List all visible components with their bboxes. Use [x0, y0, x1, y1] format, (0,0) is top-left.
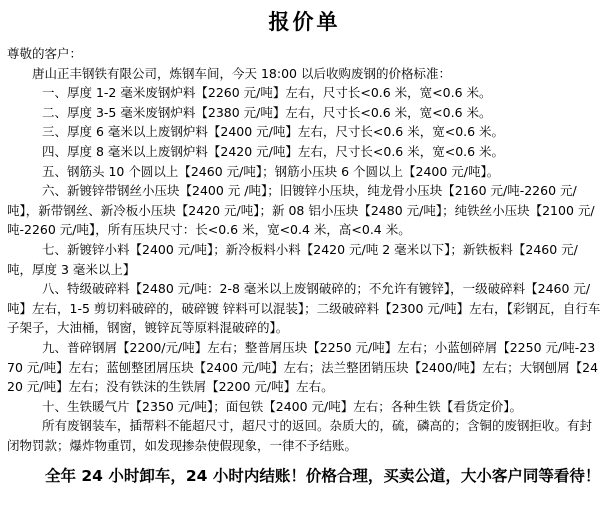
price-item-5: 五、钢筋头 10 个圆以上【2460 元/吨】；钢筋小压块 6 个圆以上【2400 元/吨】。	[42, 163, 500, 179]
document-title: 报价单	[268, 10, 341, 34]
price-item-7: 七、新镀锌小料【2400 元/吨】；新冷板料小料【2420 元/吨 2 毫米以下】；新铁板料【2460 元/吨，厚度 3 毫米以上】	[7, 241, 578, 277]
footer-slogan: 全年 24 小时卸车，24 小时内结账！价格合理，买卖公道，大小客户同等看待！	[45, 467, 601, 486]
price-item-8: 八、特级破碎料【2480 元/吨：2-8 毫米以上废钢破碎的；不允许有镀锌】，一级破碎料【2460 元/吨】左右，1-5 剪切料破碎的，破碎镀 锌料可以混装】；二级破碎料【2300 元/吨】左右，【彩钢瓦，自行车子架子，大油桶，钢窗，镀锌瓦等原料混破碎的】。	[7, 281, 601, 336]
price-item-10: 十、生铁暖气片【2350 元/吨】；面包铁【2400 元/吨】左右；各种生铁【看货定价】。	[42, 398, 522, 414]
price-item-2: 二、厚度 3-5 毫米废钢炉料【2380 元/吨】左右，尺寸长<0.6 米，宽<0.6 米。	[42, 104, 492, 120]
greeting: 尊敬的客户：	[7, 46, 83, 61]
price-item-4: 四、厚度 8 毫米以上废钢炉料【2420 元/吨】左右，尺寸长<0.6 米，宽<0.6 米。	[42, 143, 505, 159]
document-body	[7, 44, 602, 455]
price-item-3: 三、厚度 6 毫米以上废钢炉料【2400 元/吨】左右，尺寸长<0.6 米，宽<0.6 米。	[42, 124, 505, 140]
price-item-6: 六、新镀锌带钢丝小压块【2400 元 /吨】；旧镀锌小压块，纯龙骨小压块【2160 元/吨-2260 元/吨】，新带钢丝、新冷板小压块【2420 元/吨】；新 08 铝小压块【2480 元/吨】；纯铁丝小压块【2100 元/吨-2260 元/吨】，所有压块尺寸：长<0.6 米，宽<0.4 米，高<0.4 米。	[7, 183, 595, 238]
terms-paragraph: 所有废钢装车，插帮料不能超尺寸，超尺寸的返回。杂质大的，硫，磷高的；含铜的废钢拒收。有封闭物罚款；爆炸物重罚，如发现掺杂使假现象，一律不予结账。	[7, 418, 593, 453]
price-item-1: 一、厚度 1-2 毫米废钢炉料【2260 元/吨】左右，尺寸长<0.6 米，宽<0.6 米。	[42, 85, 492, 101]
price-item-9: 九、普碎钢屑【2200/元/吨】左右；整普屑压块【2250 元/吨】左右；小蓝刨碎屑【2250 元/吨-2370 元/吨】左右；蓝刨整团屑压块【2400 元/吨】左右；法兰整团销压块【2400/吨】左右；大钢刨屑【2420 元/吨】左右；没有铁沫的生铁屑【2200 元/吨】左右。	[7, 339, 599, 395]
intro-paragraph: 唐山正丰钢铁有限公司，炼钢车间，今天 18:00 以后收购废钢的价格标准：	[32, 65, 451, 81]
